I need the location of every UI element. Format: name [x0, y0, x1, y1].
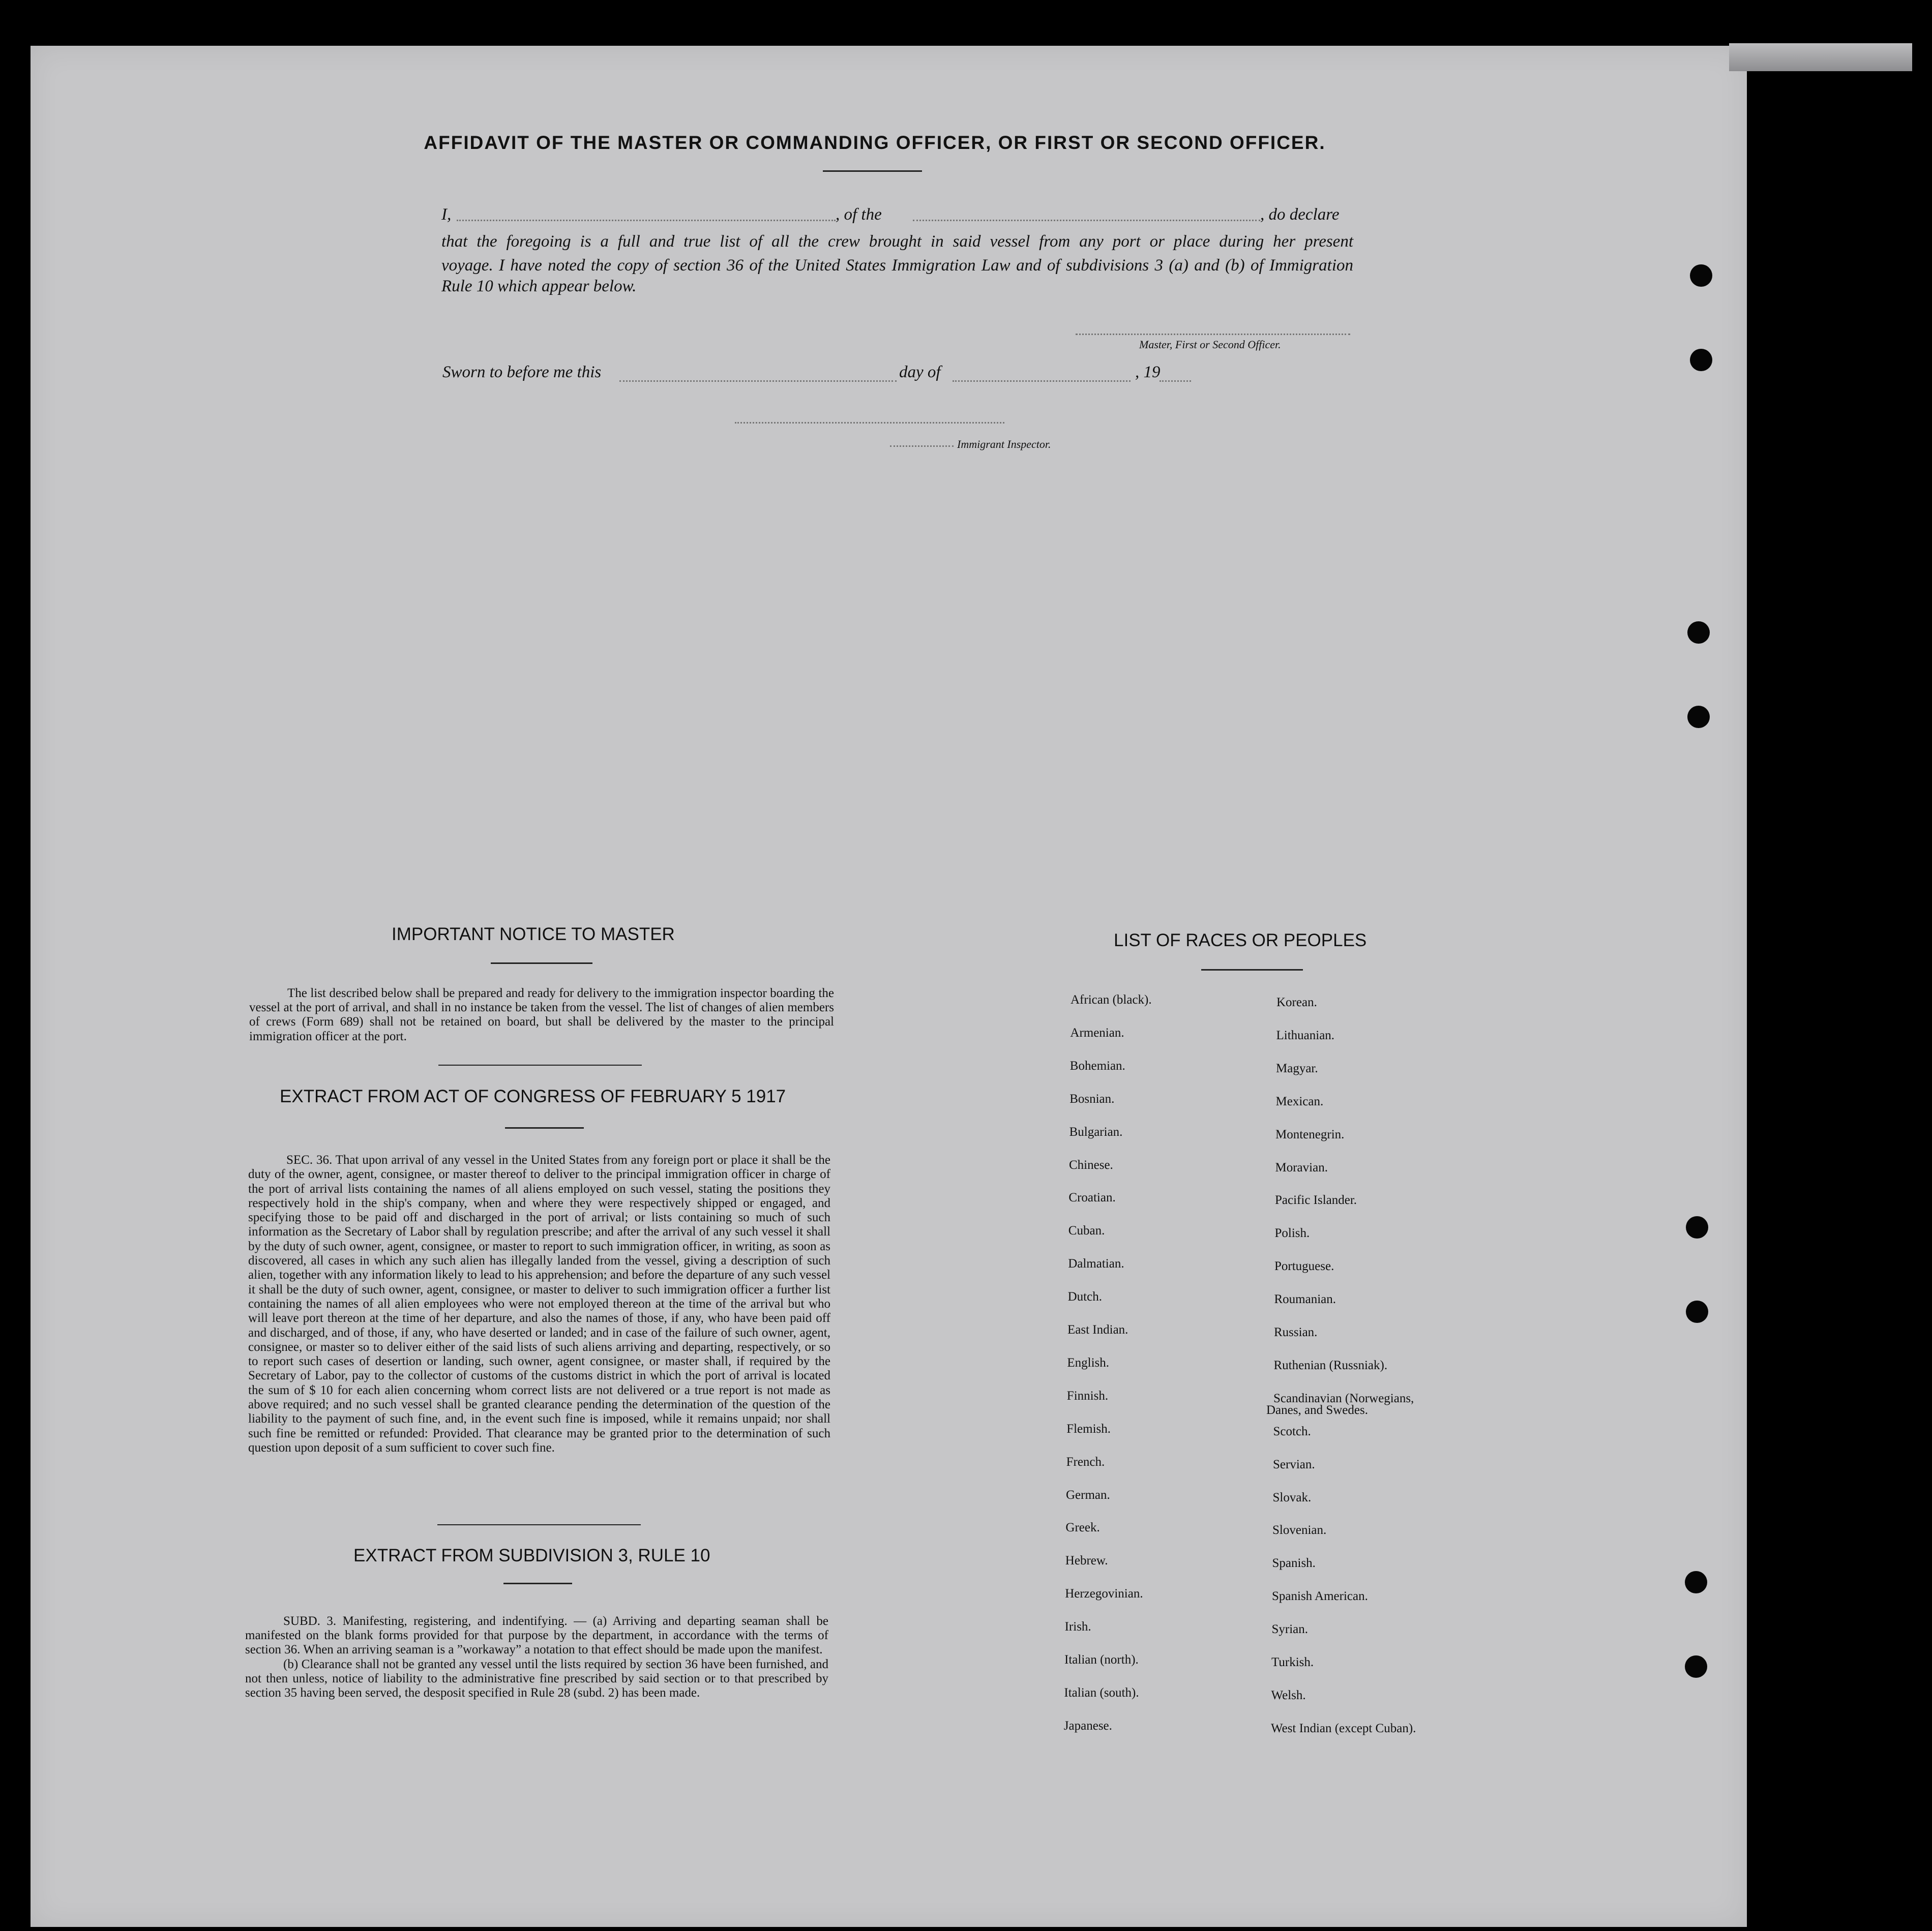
race-item: Finnish. [1066, 1389, 1109, 1403]
title-underline [823, 170, 922, 172]
section-divider [437, 1524, 641, 1525]
race-item: Polish. [1274, 1226, 1310, 1241]
punch-hole [1690, 349, 1712, 371]
races-underline [1201, 969, 1303, 971]
race-item: Scandinavian (Norwegians, [1273, 1391, 1414, 1405]
race-item: Flemish. [1066, 1422, 1111, 1436]
race-item: Dutch. [1067, 1290, 1102, 1304]
inspector-line [735, 422, 1004, 424]
inspector-caption: Immigrant Inspector. [957, 438, 1051, 450]
race-item: German. [1066, 1488, 1110, 1502]
declaration-declare: , do declare [1260, 205, 1340, 224]
race-item: Dalmatian. [1068, 1257, 1124, 1271]
race-item: Montenegrin. [1275, 1127, 1345, 1141]
race-item: Magyar. [1276, 1061, 1318, 1075]
race-continuation: Danes, and Swedes. [1266, 1403, 1368, 1417]
race-item: Chinese. [1069, 1158, 1113, 1172]
race-item: East Indian. [1067, 1323, 1128, 1337]
race-item: Welsh. [1271, 1688, 1306, 1702]
date-blank [619, 380, 897, 382]
vessel-blank [913, 220, 1260, 221]
race-item: Moravian. [1275, 1160, 1328, 1174]
declaration-of-the: , of the [836, 205, 882, 224]
punch-hole [1687, 621, 1710, 644]
rule-paragraph-b: (b) Clearance shall not be granted any vessel until the lists required by section 36 have been furnished, and not then unless, notice of liability to the administrative fine prescribed by said section or to that prescribed by section 35 having been served, the desposit specified in Rule 28 (subd. 2) has been made. [245, 1657, 828, 1700]
race-item: Servian. [1273, 1457, 1315, 1471]
punch-hole [1687, 706, 1710, 728]
race-item: Scotch. [1273, 1424, 1311, 1438]
race-item: Hebrew. [1065, 1554, 1108, 1568]
race-item: African (black). [1071, 993, 1152, 1007]
race-item: Roumanian. [1274, 1292, 1336, 1307]
sworn-text: Sworn to before me this [442, 363, 602, 381]
race-item: West Indian (except Cuban). [1271, 1721, 1416, 1735]
notice-body: The list described below shall be prepared and ready for delivery to the immigration inspector boarding the vessel at the port of arrival, and shall in no instance be taken from the vessel. The list of changes of alien members of crews (Form 689) shall not be retained on board, but shall be delivered by the master to the principal immigration officer at the port. [249, 986, 834, 1043]
race-item: Ruthenian (Russniak). [1273, 1358, 1388, 1372]
inspector-line [890, 445, 954, 447]
punch-hole [1685, 1655, 1707, 1678]
race-item: Bulgarian. [1069, 1125, 1123, 1139]
race-item: Syrian. [1271, 1622, 1309, 1637]
race-item: Italian (north). [1064, 1653, 1139, 1667]
act-extract-title: EXTRACT FROM ACT OF CONGRESS OF FEBRUARY 5 1917 [280, 1087, 786, 1106]
race-item: Russian. [1274, 1325, 1318, 1339]
signature-caption: Master, First or Second Officer. [1139, 338, 1281, 351]
punch-hole [1685, 1571, 1707, 1593]
declaration-line: voyage. I have noted the copy of section 36 of the United States Immigration Law and of subdivisions 3 (a) and (b) of Immigration [441, 256, 1353, 275]
rule-extract-title: EXTRACT FROM SUBDIVISION 3, RULE 10 [353, 1546, 710, 1565]
rule-paragraph-a: SUBD. 3. Manifesting, registering, and indentifying. — (a) Arriving and departing seaman shall be manifested on the blank forms provided for that purpose by the department, in accordance with the terms of section 36. When an arriving seaman is a ”workaway” a notation to that effect should be made upon the manifest. [245, 1614, 828, 1657]
race-item: Slovak. [1272, 1490, 1312, 1504]
race-item: Spanish. [1272, 1556, 1316, 1571]
race-item: English. [1067, 1355, 1110, 1370]
race-item: Croatian. [1068, 1191, 1116, 1205]
year-prefix: , 19 [1135, 363, 1161, 381]
punch-hole [1686, 1301, 1708, 1323]
race-item: Armenian. [1070, 1025, 1124, 1040]
race-item: Turkish. [1271, 1655, 1314, 1669]
declaration-line: Rule 10 which appear below. [441, 277, 637, 295]
race-item: Greek. [1065, 1521, 1100, 1535]
year-blank [1160, 380, 1191, 382]
race-item: Bohemian. [1069, 1059, 1125, 1073]
month-blank [953, 380, 1131, 382]
race-item: Lithuanian. [1276, 1028, 1335, 1042]
act-extract-underline [505, 1127, 584, 1129]
signature-line [1076, 334, 1350, 335]
races-title: LIST OF RACES OR PEOPLES [1114, 930, 1367, 950]
notice-underline [491, 962, 592, 964]
declaration-line: that the foregoing is a full and true list of all the crew brought in said vessel from any port or place during her present [441, 232, 1353, 251]
section-36-text: SEC. 36. That upon arrival of any vessel in the United States from any foreign port or place it shall be the duty of the owner, agent, consignee, or master thereof to deliver to the principal immigration officer in charge of the port of arrival lists containing the names of all aliens employed on such vessel, stating the positions they respectively hold in the ship's company, when and where they were respectively shipped or engaged, and specifying those to be paid off and discharged in the port of arrival; or lists containing so much of such information as the Secretary of Labor shall by regulation prescribe; and after the arrival of any such vessel it shall by the duty of such owner, agent, consignee, or master to report to such immigration officer, in writing, as soon as discovered, all cases in which any such alien has illegally landed from the vessel, giving a description of such alien, together with any information likely to lead to his apprehension; and before the departure of any such vessel it shall be the duty of such owner, agent, consignee, or master to deliver to such immigration officer a further list containing the names of all alien employees who were not employed thereon at the time of the arrival but who will leave port thereon at the time of her departure, and also the names of those, if any, who have been paid off and discharged, and of those, if any, who have deserted or landed; and in case of the failure of such owner, agent, consignee, or master so to deliver either of the said lists of such aliens arriving and departing, respectively, or so to report such cases of desertion or landing, such owner, agent consignee, or master shall, if required by the Secretary of Labor, pay to the collector of customs of the customs district in which the port of arrival is located the sum of $ 10 for each alien concerning whom correct lists are not delivered or a true report is not made as above required; and no such vessel shall be granted clearance pending the determination of the question of the liability to the payment of such fine, and, in the event such fine is imposed, while it remains unpaid; nor shall such fine be remitted or refunded: Provided. That clearance may be granted prior to the determination of such question upon deposit of a sum sufficient to cover such fine. [248, 1153, 830, 1455]
page-edge-strip [1729, 43, 1912, 71]
race-item: Japanese. [1063, 1718, 1112, 1733]
race-item: Italian (south). [1064, 1685, 1139, 1700]
name-blank [457, 220, 836, 221]
race-item: Korean. [1276, 995, 1317, 1009]
rule-extract-underline [503, 1583, 572, 1584]
race-item: Portuguese. [1274, 1259, 1334, 1274]
race-item: Bosnian. [1069, 1092, 1115, 1106]
day-of-text: day of [899, 363, 941, 381]
race-item: Mexican. [1275, 1094, 1324, 1108]
rule-extract-body [245, 1614, 828, 1700]
affidavit-title: AFFIDAVIT OF THE MASTER OR COMMANDING OFFICER, OR FIRST OR SECOND OFFICER. [424, 132, 1326, 153]
notice-title: IMPORTANT NOTICE TO MASTER [392, 924, 675, 944]
race-item: Herzegovinian. [1065, 1587, 1143, 1601]
race-item: Irish. [1064, 1620, 1091, 1634]
race-item: French. [1066, 1455, 1105, 1469]
declaration-start: I, [441, 205, 452, 224]
section-divider [438, 1065, 642, 1066]
race-item: Slovenian. [1272, 1523, 1327, 1537]
race-item: Spanish American. [1272, 1589, 1368, 1604]
race-item: Cuban. [1068, 1224, 1105, 1238]
punch-hole [1690, 264, 1712, 287]
punch-hole [1686, 1216, 1708, 1239]
race-item: Pacific Islander. [1275, 1193, 1357, 1208]
